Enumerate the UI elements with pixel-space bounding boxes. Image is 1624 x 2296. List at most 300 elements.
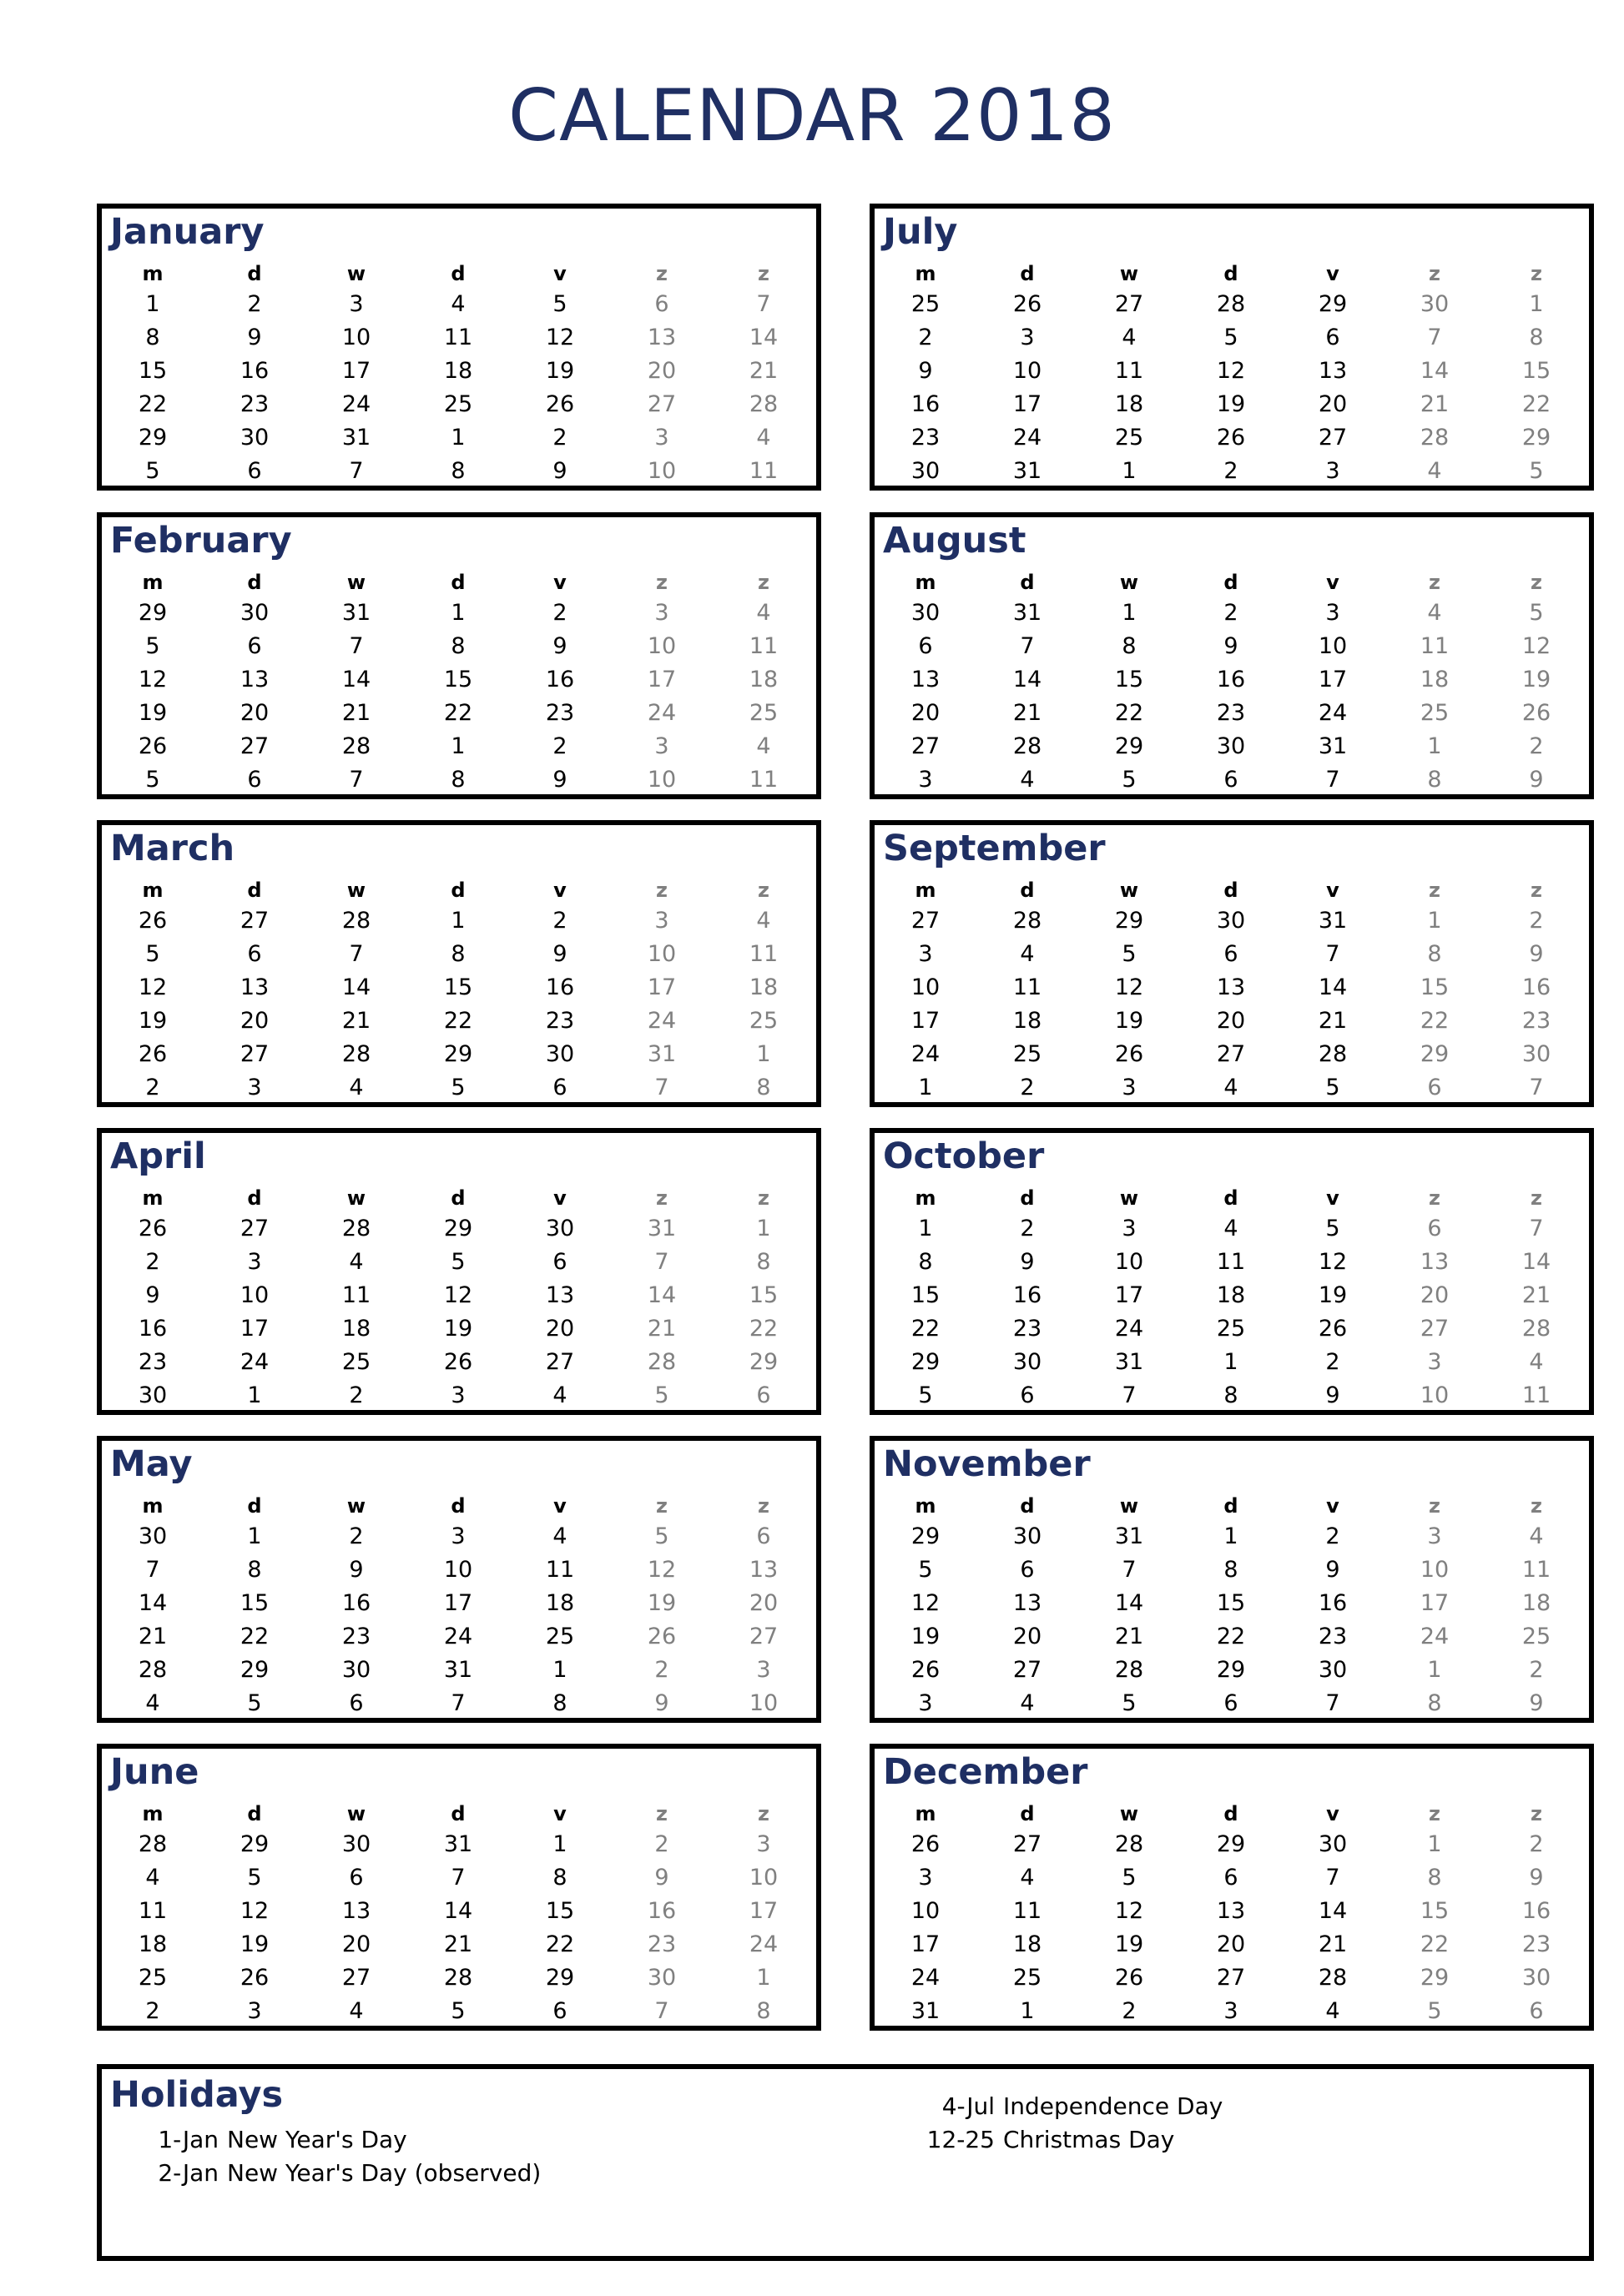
weekend-day-cell: 28: [1521, 1315, 1551, 1342]
day-cell: 10: [443, 1556, 473, 1583]
month-grid: [875, 877, 1589, 1104]
week-row: [875, 1245, 1589, 1278]
weekend-day-cell: 18: [1521, 1589, 1551, 1616]
month-name: October: [883, 1135, 1045, 1177]
day-cell: 30: [1012, 1348, 1042, 1375]
weekend-day-cell: 15: [1420, 1897, 1450, 1924]
weekend-day-cell: 25: [749, 699, 779, 726]
weekend-day-cell: 13: [647, 324, 677, 350]
weekday-header: d: [1020, 1494, 1035, 1518]
weekend-day-cell: 17: [647, 666, 677, 692]
day-cell: 16: [1012, 1281, 1042, 1308]
day-cell: 13: [240, 666, 270, 692]
weekend-day-cell: 25: [749, 1007, 779, 1034]
holiday-item: [911, 2092, 1223, 2120]
day-cell: 1: [451, 599, 466, 626]
day-cell: 4: [349, 1997, 364, 2024]
weekday-header: z: [1531, 1802, 1542, 1825]
weekend-day-cell: 8: [1529, 324, 1544, 350]
weekend-day-cell: 11: [1521, 1556, 1551, 1583]
weekday-header: w: [346, 571, 366, 594]
weekend-day-cell: 30: [647, 1964, 677, 1991]
day-cell: 3: [918, 940, 933, 967]
weekday-header: d: [247, 1494, 262, 1518]
day-cell: 13: [240, 974, 270, 1000]
day-cell: 30: [138, 1523, 168, 1549]
weekday-header: v: [553, 571, 567, 594]
day-cell: 11: [138, 1897, 168, 1924]
day-cell: 6: [1223, 1689, 1238, 1716]
day-cell: 1: [247, 1523, 262, 1549]
weekend-day-cell: 11: [1420, 632, 1450, 659]
weekend-day-cell: 10: [749, 1864, 779, 1891]
weekday-header-row: [102, 1493, 816, 1519]
day-cell: 21: [341, 1007, 371, 1034]
day-cell: 23: [545, 699, 575, 726]
day-cell: 6: [1020, 1556, 1035, 1583]
day-cell: 21: [443, 1931, 473, 1957]
day-cell: 6: [1223, 766, 1238, 793]
weekend-day-cell: 9: [1529, 766, 1544, 793]
weekend-day-cell: 30: [1420, 290, 1450, 317]
day-cell: 18: [341, 1315, 371, 1342]
day-cell: 2: [247, 290, 262, 317]
weekday-header: z: [1531, 1494, 1542, 1518]
day-cell: 27: [1216, 1040, 1246, 1067]
day-cell: 1: [247, 1382, 262, 1408]
weekday-header: m: [142, 1802, 164, 1825]
day-cell: 29: [1114, 907, 1144, 934]
day-cell: 29: [443, 1215, 473, 1241]
month-name: May: [110, 1443, 193, 1485]
day-cell: 10: [240, 1281, 270, 1308]
month-name: December: [883, 1751, 1088, 1793]
day-cell: 19: [1318, 1281, 1348, 1308]
day-cell: 22: [910, 1315, 941, 1342]
day-cell: 14: [341, 666, 371, 692]
weekend-day-cell: 5: [654, 1382, 669, 1408]
week-row: [102, 1994, 816, 2027]
day-cell: 31: [910, 1997, 941, 2024]
week-row: [102, 1860, 816, 1894]
day-cell: 13: [1012, 1589, 1042, 1616]
week-row: [875, 454, 1589, 487]
day-cell: 14: [138, 1589, 168, 1616]
day-cell: 30: [545, 1215, 575, 1241]
day-cell: 5: [145, 632, 160, 659]
day-cell: 18: [1012, 1931, 1042, 1957]
weekend-day-cell: 15: [1521, 357, 1551, 384]
weekend-day-cell: 8: [756, 1074, 771, 1100]
day-cell: 26: [1216, 424, 1246, 451]
day-cell: 9: [349, 1556, 364, 1583]
day-cell: 2: [552, 599, 567, 626]
weekend-day-cell: 1: [756, 1215, 771, 1241]
weekend-day-cell: 21: [1420, 390, 1450, 417]
day-cell: 6: [1325, 324, 1340, 350]
weekend-day-cell: 12: [1521, 632, 1551, 659]
weekend-day-cell: 17: [647, 974, 677, 1000]
weekend-day-cell: 11: [749, 457, 779, 484]
day-cell: 19: [443, 1315, 473, 1342]
weekday-header: d: [451, 879, 466, 902]
day-cell: 13: [1318, 357, 1348, 384]
day-cell: 9: [552, 457, 567, 484]
weekend-day-cell: 29: [749, 1348, 779, 1375]
weekend-day-cell: 23: [1521, 1007, 1551, 1034]
weekend-day-cell: 8: [1427, 940, 1442, 967]
month-grid: [875, 1493, 1589, 1719]
weekday-header: m: [915, 1802, 936, 1825]
day-cell: 9: [247, 324, 262, 350]
month-february: [97, 512, 821, 799]
weekday-header: w: [346, 879, 366, 902]
day-cell: 30: [910, 457, 941, 484]
day-cell: 28: [138, 1656, 168, 1683]
day-cell: 4: [145, 1689, 160, 1716]
weekend-day-cell: 22: [749, 1315, 779, 1342]
weekday-header: d: [1223, 879, 1238, 902]
day-cell: 2: [1223, 457, 1238, 484]
day-cell: 31: [341, 424, 371, 451]
day-cell: 21: [1114, 1623, 1144, 1649]
week-row: [102, 1378, 816, 1412]
weekend-day-cell: 6: [756, 1382, 771, 1408]
day-cell: 6: [247, 457, 262, 484]
month-grid: [102, 1800, 816, 2027]
day-cell: 5: [145, 766, 160, 793]
day-cell: 1: [1122, 457, 1137, 484]
month-grid: [875, 1800, 1589, 2027]
weekday-header-row: [875, 1185, 1589, 1211]
day-cell: 26: [910, 1830, 941, 1857]
day-cell: 16: [341, 1589, 371, 1616]
day-cell: 30: [1318, 1656, 1348, 1683]
day-cell: 5: [1122, 940, 1137, 967]
weekend-day-cell: 1: [756, 1040, 771, 1067]
day-cell: 17: [910, 1007, 941, 1034]
weekday-header: v: [1326, 1802, 1339, 1825]
day-cell: 20: [1012, 1623, 1042, 1649]
day-cell: 23: [138, 1348, 168, 1375]
weekday-header: w: [1119, 571, 1139, 594]
week-row: [102, 763, 816, 796]
day-cell: 31: [1114, 1523, 1144, 1549]
day-cell: 17: [910, 1931, 941, 1957]
weekday-header: d: [1020, 571, 1035, 594]
day-cell: 20: [341, 1931, 371, 1957]
day-cell: 18: [443, 357, 473, 384]
weekday-header: m: [915, 571, 936, 594]
weekday-header: w: [346, 1802, 366, 1825]
day-cell: 9: [1223, 632, 1238, 659]
week-row: [875, 1278, 1589, 1312]
day-cell: 11: [341, 1281, 371, 1308]
day-cell: 15: [443, 974, 473, 1000]
month-grid: [102, 877, 816, 1104]
day-cell: 25: [1012, 1964, 1042, 1991]
day-cell: 4: [1122, 324, 1137, 350]
day-cell: 3: [1325, 599, 1340, 626]
day-cell: 17: [1012, 390, 1042, 417]
day-cell: 16: [240, 357, 270, 384]
weekend-day-cell: 7: [654, 1997, 669, 2024]
month-october: [870, 1128, 1594, 1415]
day-cell: 15: [240, 1589, 270, 1616]
weekend-day-cell: 20: [1420, 1281, 1450, 1308]
week-row: [875, 904, 1589, 937]
day-cell: 2: [1325, 1523, 1340, 1549]
weekday-header: v: [1326, 1494, 1339, 1518]
week-row: [875, 937, 1589, 970]
day-cell: 5: [145, 940, 160, 967]
day-cell: 6: [247, 766, 262, 793]
week-row: [102, 1004, 816, 1037]
day-cell: 23: [1216, 699, 1246, 726]
weekend-day-cell: 9: [654, 1689, 669, 1716]
weekend-day-cell: 30: [1521, 1040, 1551, 1067]
weekday-header-row: [875, 1800, 1589, 1827]
weekday-header: z: [656, 1494, 668, 1518]
day-cell: 17: [1318, 666, 1348, 692]
day-cell: 31: [1114, 1348, 1144, 1375]
week-row: [875, 1211, 1589, 1245]
weekend-day-cell: 28: [647, 1348, 677, 1375]
day-cell: 2: [1020, 1074, 1035, 1100]
week-row: [102, 696, 816, 729]
day-cell: 29: [910, 1523, 941, 1549]
weekday-header: d: [1223, 1186, 1238, 1210]
day-cell: 22: [443, 1007, 473, 1034]
day-cell: 29: [545, 1964, 575, 1991]
weekday-header: m: [915, 1494, 936, 1518]
day-cell: 20: [1216, 1007, 1246, 1034]
day-cell: 4: [1020, 766, 1035, 793]
day-cell: 30: [1216, 733, 1246, 759]
weekend-day-cell: 6: [1529, 1997, 1544, 2024]
weekday-header: z: [1531, 1186, 1542, 1210]
day-cell: 1: [451, 907, 466, 934]
day-cell: 22: [443, 699, 473, 726]
day-cell: 18: [138, 1931, 168, 1957]
weekday-header: v: [1326, 879, 1339, 902]
day-cell: 25: [1114, 424, 1144, 451]
week-row: [102, 320, 816, 354]
day-cell: 24: [910, 1964, 941, 1991]
day-cell: 5: [1325, 1074, 1340, 1100]
day-cell: 23: [545, 1007, 575, 1034]
month-march: [97, 820, 821, 1107]
day-cell: 8: [1122, 632, 1137, 659]
week-row: [875, 1619, 1589, 1653]
day-cell: 1: [1122, 599, 1137, 626]
week-row: [102, 1927, 816, 1961]
day-cell: 12: [1114, 974, 1144, 1000]
weekend-day-cell: 27: [749, 1623, 779, 1649]
weekend-day-cell: 8: [756, 1248, 771, 1275]
day-cell: 24: [1012, 424, 1042, 451]
day-cell: 16: [138, 1315, 168, 1342]
weekend-day-cell: 2: [1529, 733, 1544, 759]
day-cell: 4: [349, 1248, 364, 1275]
week-row: [102, 729, 816, 763]
day-cell: 30: [910, 599, 941, 626]
weekday-header: w: [1119, 1494, 1139, 1518]
holiday-item: [135, 2126, 407, 2153]
weekday-header: z: [758, 1802, 769, 1825]
day-cell: 9: [1325, 1382, 1340, 1408]
weekday-header: w: [1119, 1802, 1139, 1825]
week-row: [875, 970, 1589, 1004]
day-cell: 22: [240, 1623, 270, 1649]
weekend-day-cell: 10: [1420, 1556, 1450, 1583]
day-cell: 6: [349, 1864, 364, 1891]
weekend-day-cell: 2: [654, 1656, 669, 1683]
week-row: [875, 1037, 1589, 1070]
day-cell: 28: [341, 907, 371, 934]
weekend-day-cell: 7: [654, 1074, 669, 1100]
weekday-header: z: [1429, 571, 1440, 594]
holiday-date: 2-Jan: [158, 2159, 219, 2187]
weekend-day-cell: 5: [1529, 457, 1544, 484]
day-cell: 1: [918, 1074, 933, 1100]
day-cell: 27: [910, 907, 941, 934]
weekend-day-cell: 5: [654, 1523, 669, 1549]
weekday-header: v: [553, 1186, 567, 1210]
day-cell: 21: [1318, 1931, 1348, 1957]
day-cell: 5: [1122, 1864, 1137, 1891]
day-cell: 10: [341, 324, 371, 350]
week-row: [875, 596, 1589, 629]
day-cell: 29: [138, 599, 168, 626]
day-cell: 10: [910, 974, 941, 1000]
day-cell: 2: [145, 1248, 160, 1275]
week-row: [102, 1519, 816, 1553]
day-cell: 2: [349, 1523, 364, 1549]
month-may: [97, 1436, 821, 1723]
weekday-header: d: [247, 262, 262, 285]
week-row: [875, 662, 1589, 696]
weekend-day-cell: 4: [756, 733, 771, 759]
day-cell: 25: [1012, 1040, 1042, 1067]
day-cell: 9: [1325, 1556, 1340, 1583]
day-cell: 28: [1318, 1964, 1348, 1991]
weekday-header: w: [346, 262, 366, 285]
day-cell: 18: [1216, 1281, 1246, 1308]
day-cell: 12: [1216, 357, 1246, 384]
day-cell: 11: [1114, 357, 1144, 384]
weekend-day-cell: 24: [647, 699, 677, 726]
day-cell: 27: [240, 907, 270, 934]
weekend-day-cell: 4: [756, 599, 771, 626]
day-cell: 31: [341, 599, 371, 626]
week-row: [102, 1553, 816, 1586]
day-cell: 26: [1012, 290, 1042, 317]
week-row: [875, 1312, 1589, 1345]
day-cell: 30: [545, 1040, 575, 1067]
week-row: [102, 1312, 816, 1345]
day-cell: 3: [1122, 1074, 1137, 1100]
week-row: [875, 1927, 1589, 1961]
weekday-header: d: [451, 262, 466, 285]
weekend-day-cell: 7: [1427, 324, 1442, 350]
day-cell: 24: [1114, 1315, 1144, 1342]
day-cell: 23: [910, 424, 941, 451]
day-cell: 21: [341, 699, 371, 726]
weekday-header: v: [1326, 571, 1339, 594]
week-row: [875, 1586, 1589, 1619]
day-cell: 30: [341, 1830, 371, 1857]
day-cell: 19: [1114, 1007, 1144, 1034]
day-cell: 19: [138, 699, 168, 726]
weekday-header: d: [1020, 1802, 1035, 1825]
day-cell: 27: [910, 733, 941, 759]
weekday-header: d: [451, 1494, 466, 1518]
day-cell: 25: [443, 390, 473, 417]
day-cell: 29: [1318, 290, 1348, 317]
day-cell: 28: [341, 1215, 371, 1241]
holiday-name: Christmas Day: [1003, 2126, 1175, 2153]
week-row: [102, 596, 816, 629]
week-row: [875, 1827, 1589, 1860]
weekend-day-cell: 3: [654, 424, 669, 451]
day-cell: 9: [552, 766, 567, 793]
month-name: September: [883, 828, 1106, 869]
weekend-day-cell: 7: [1529, 1074, 1544, 1100]
weekend-day-cell: 11: [749, 766, 779, 793]
day-cell: 14: [443, 1897, 473, 1924]
day-cell: 28: [443, 1964, 473, 1991]
month-name: February: [110, 520, 292, 561]
week-row: [875, 729, 1589, 763]
day-cell: 26: [138, 1040, 168, 1067]
weekend-day-cell: 20: [647, 357, 677, 384]
day-cell: 12: [443, 1281, 473, 1308]
day-cell: 22: [545, 1931, 575, 1957]
weekday-header: d: [247, 1802, 262, 1825]
weekday-header: d: [1020, 262, 1035, 285]
day-cell: 31: [1318, 733, 1348, 759]
weekday-header: d: [1223, 262, 1238, 285]
weekend-day-cell: 20: [749, 1589, 779, 1616]
day-cell: 11: [1012, 1897, 1042, 1924]
day-cell: 7: [349, 940, 364, 967]
day-cell: 30: [341, 1656, 371, 1683]
weekend-day-cell: 2: [654, 1830, 669, 1857]
day-cell: 31: [443, 1830, 473, 1857]
day-cell: 3: [918, 1864, 933, 1891]
weekend-day-cell: 8: [1427, 1864, 1442, 1891]
weekday-header: z: [656, 262, 668, 285]
weekend-day-cell: 3: [1427, 1348, 1442, 1375]
day-cell: 7: [349, 766, 364, 793]
weekday-header: w: [346, 1494, 366, 1518]
day-cell: 5: [552, 290, 567, 317]
weekend-day-cell: 3: [1427, 1523, 1442, 1549]
week-row: [102, 1686, 816, 1719]
weekday-header: z: [656, 879, 668, 902]
weekend-day-cell: 8: [1427, 1689, 1442, 1716]
weekday-header: v: [553, 879, 567, 902]
day-cell: 5: [451, 1997, 466, 2024]
weekday-header: v: [553, 1494, 567, 1518]
weekend-day-cell: 14: [749, 324, 779, 350]
weekend-day-cell: 10: [647, 766, 677, 793]
holiday-date: 4-Jul: [941, 2092, 995, 2120]
weekday-header-row: [102, 569, 816, 596]
day-cell: 10: [910, 1897, 941, 1924]
day-cell: 26: [138, 733, 168, 759]
